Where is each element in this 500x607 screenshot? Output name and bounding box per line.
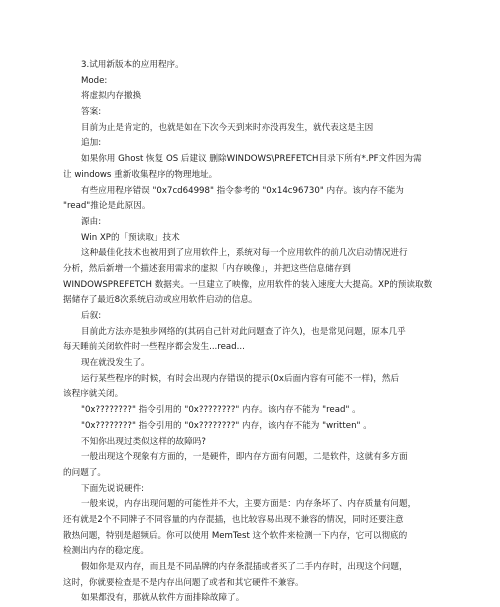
text-line: 如果都没有，那就从软件方面排除故障了。 (81, 593, 245, 604)
text-line: WINDOWSPREFETCH 数据夹。一旦建立了映像，应用软件的装入速度大大提高。XP的预读取数 (63, 279, 433, 290)
text-line: 该程序就关闭。 (63, 389, 124, 400)
text-line: 一般来说，内存出现问题的可能性并不大，主要方面是：内存条坏了、内存质量有问题， (81, 499, 417, 510)
text-line: 还有就是2个不同牌子不同容量的内存混插，也比较容易出现不兼容的情况，同时还要注意 (63, 514, 404, 525)
text-line: 假如你是双内存，而且是不同品牌的内存条混插或者买了二手内存时，出现这个问题， (81, 562, 408, 572)
text-line: 后叙: (81, 311, 102, 321)
text-line: "0x????????" 指令引用的 "0x????????" 内存，该内存不能为 "written" 。 (81, 420, 372, 431)
text-line: Win XP的「预读取」技术 (81, 232, 180, 243)
text-line: 下面先说说硬件: (81, 483, 145, 494)
text-line: 运行某些程序的时候，有时会出现内存错误的提示(0x后面内容有可能不一样)，然后 (81, 373, 400, 384)
text-line: 现在就没发生了。 (81, 358, 150, 369)
text-line: "0x????????" 指令引用的 "0x????????" 内存。该内存不能为 "read" 。 (81, 405, 361, 416)
text-line: 让 windows 重新收集程序的物理地址。 (63, 169, 218, 180)
text-line: 源由: (81, 216, 102, 227)
document-body (63, 58, 435, 607)
text-line: 据储存了最近8次系统启动或应用软件启动的信息。 (63, 295, 258, 306)
text-line: 这种最佳化技术也被用到了应用软件上，系统对每一个应用软件的前几次启动情况进行 (81, 248, 408, 259)
text-line: 检测出内存的稳定度。 (63, 546, 149, 557)
text-line: 不知你出现过类似这样的故障吗? (81, 436, 206, 447)
text-line: 一般出现这个现象有方面的，一是硬件，即内存方面有问题，二是软件，这就有多方面 (81, 452, 408, 463)
text-line: 将虚拟内存撤换 (81, 91, 142, 102)
text-line: 目前为止是肯定的，也就是如在下次今天到来时亦没再发生，就代表这是主因 (81, 122, 374, 133)
text-line: 目前此方法亦是独步网络的(其码自己针对此问题查了许久)，也是常见问题，原本几乎 (81, 326, 406, 337)
text-line: Mode: (81, 75, 108, 86)
text-line: 每天睡前关闭软件时一些程序都会发生...read... (63, 342, 245, 353)
text-line: 分析，然后新增一个描述套用需求的虚拟「内存映像」，并把这些信息储存到 (63, 263, 351, 274)
text-line: 散热问题，特别是超频后。你可以使用 MemTest 这个软件来检测一下内存，它可以彻底的 (63, 530, 408, 541)
text-line: 这时，你就要检查是不是内存出问题了或者和其它硬件不兼容。 (63, 577, 304, 588)
text-line: 的问题了。 (63, 467, 106, 478)
text-line: 答案: (81, 107, 102, 118)
text-line: 3.试用新版本的应用程序。 (81, 60, 184, 70)
text-line: 如果你用 Ghost 恢复 OS 后建议 删除WINDOWS\PREFETCH目录下所有*.PF文件因为需 (81, 154, 422, 165)
text-line: "read"推论是此原因。 (63, 201, 151, 212)
text-line: 追加: (81, 138, 102, 149)
text-line: 有些应用程序错误 "0x7cd64998" 指令参考的 "0x14c96730" 内存。该内存不能为 (81, 185, 404, 196)
